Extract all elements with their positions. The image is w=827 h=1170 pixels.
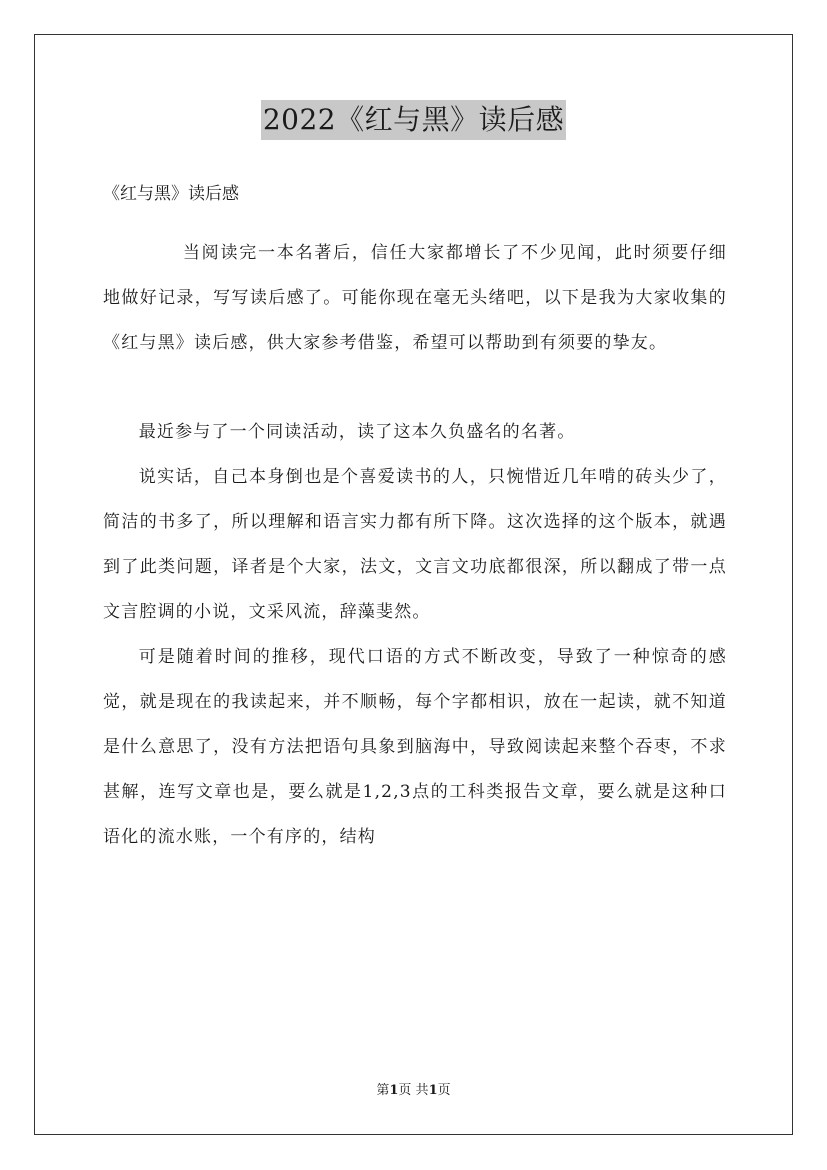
page-footer — [0, 1082, 827, 1100]
paragraph: 可是随着时间的推移，现代口语的方式不断改变，导致了一种惊奇的感觉，就是现在的我读起来，并不顺畅，每个字都相识，放在一起读，就不知道是什么意思了，没有方法把语句具象到脑海中，导致阅读起来整个吞枣，不求甚解，连写文章也是，要么就是1,2,3点的工科类报告文章，要么就是这种口语化的流水账，一个有序的，结构 — [103, 647, 727, 847]
document-body — [103, 231, 727, 860]
document-subtitle: 《红与黑》读后感 — [103, 184, 239, 204]
footer-suffix: 页 — [437, 1083, 451, 1098]
footer-page-total: 1 — [428, 1083, 438, 1098]
paragraph-intro: 当阅读完一本名著后，信任大家都增长了不少见闻，此时须要仔细地做好记录，写写读后感了。可能你现在毫无头绪吧，以下是我为大家收集的《红与黑》读后感，供大家参考借鉴，希望可以帮助到有须要的挚友。 — [103, 243, 727, 353]
footer-mid: 页 共 — [398, 1083, 429, 1098]
paragraph: 说实话，自己本身倒也是个喜爱读书的人，只惋惜近几年啃的砖头少了，简洁的书多了，所以理解和语言实力都有所下降。这次选择的这个版本，就遇到了此类问题，译者是个大家，法文，文言文功底都很深，所以翻成了带一点文言腔调的小说，文采风流，辞藻斐然。 — [103, 467, 727, 622]
title-wrap — [0, 100, 827, 140]
footer-prefix: 第 — [376, 1083, 390, 1098]
footer-page-current: 1 — [389, 1083, 399, 1098]
paragraph: 最近参与了一个同读活动，读了这本久负盛名的名著。 — [138, 422, 576, 442]
document-title: 2022《红与黑》读后感 — [261, 100, 566, 140]
paragraph-gap — [103, 366, 727, 410]
